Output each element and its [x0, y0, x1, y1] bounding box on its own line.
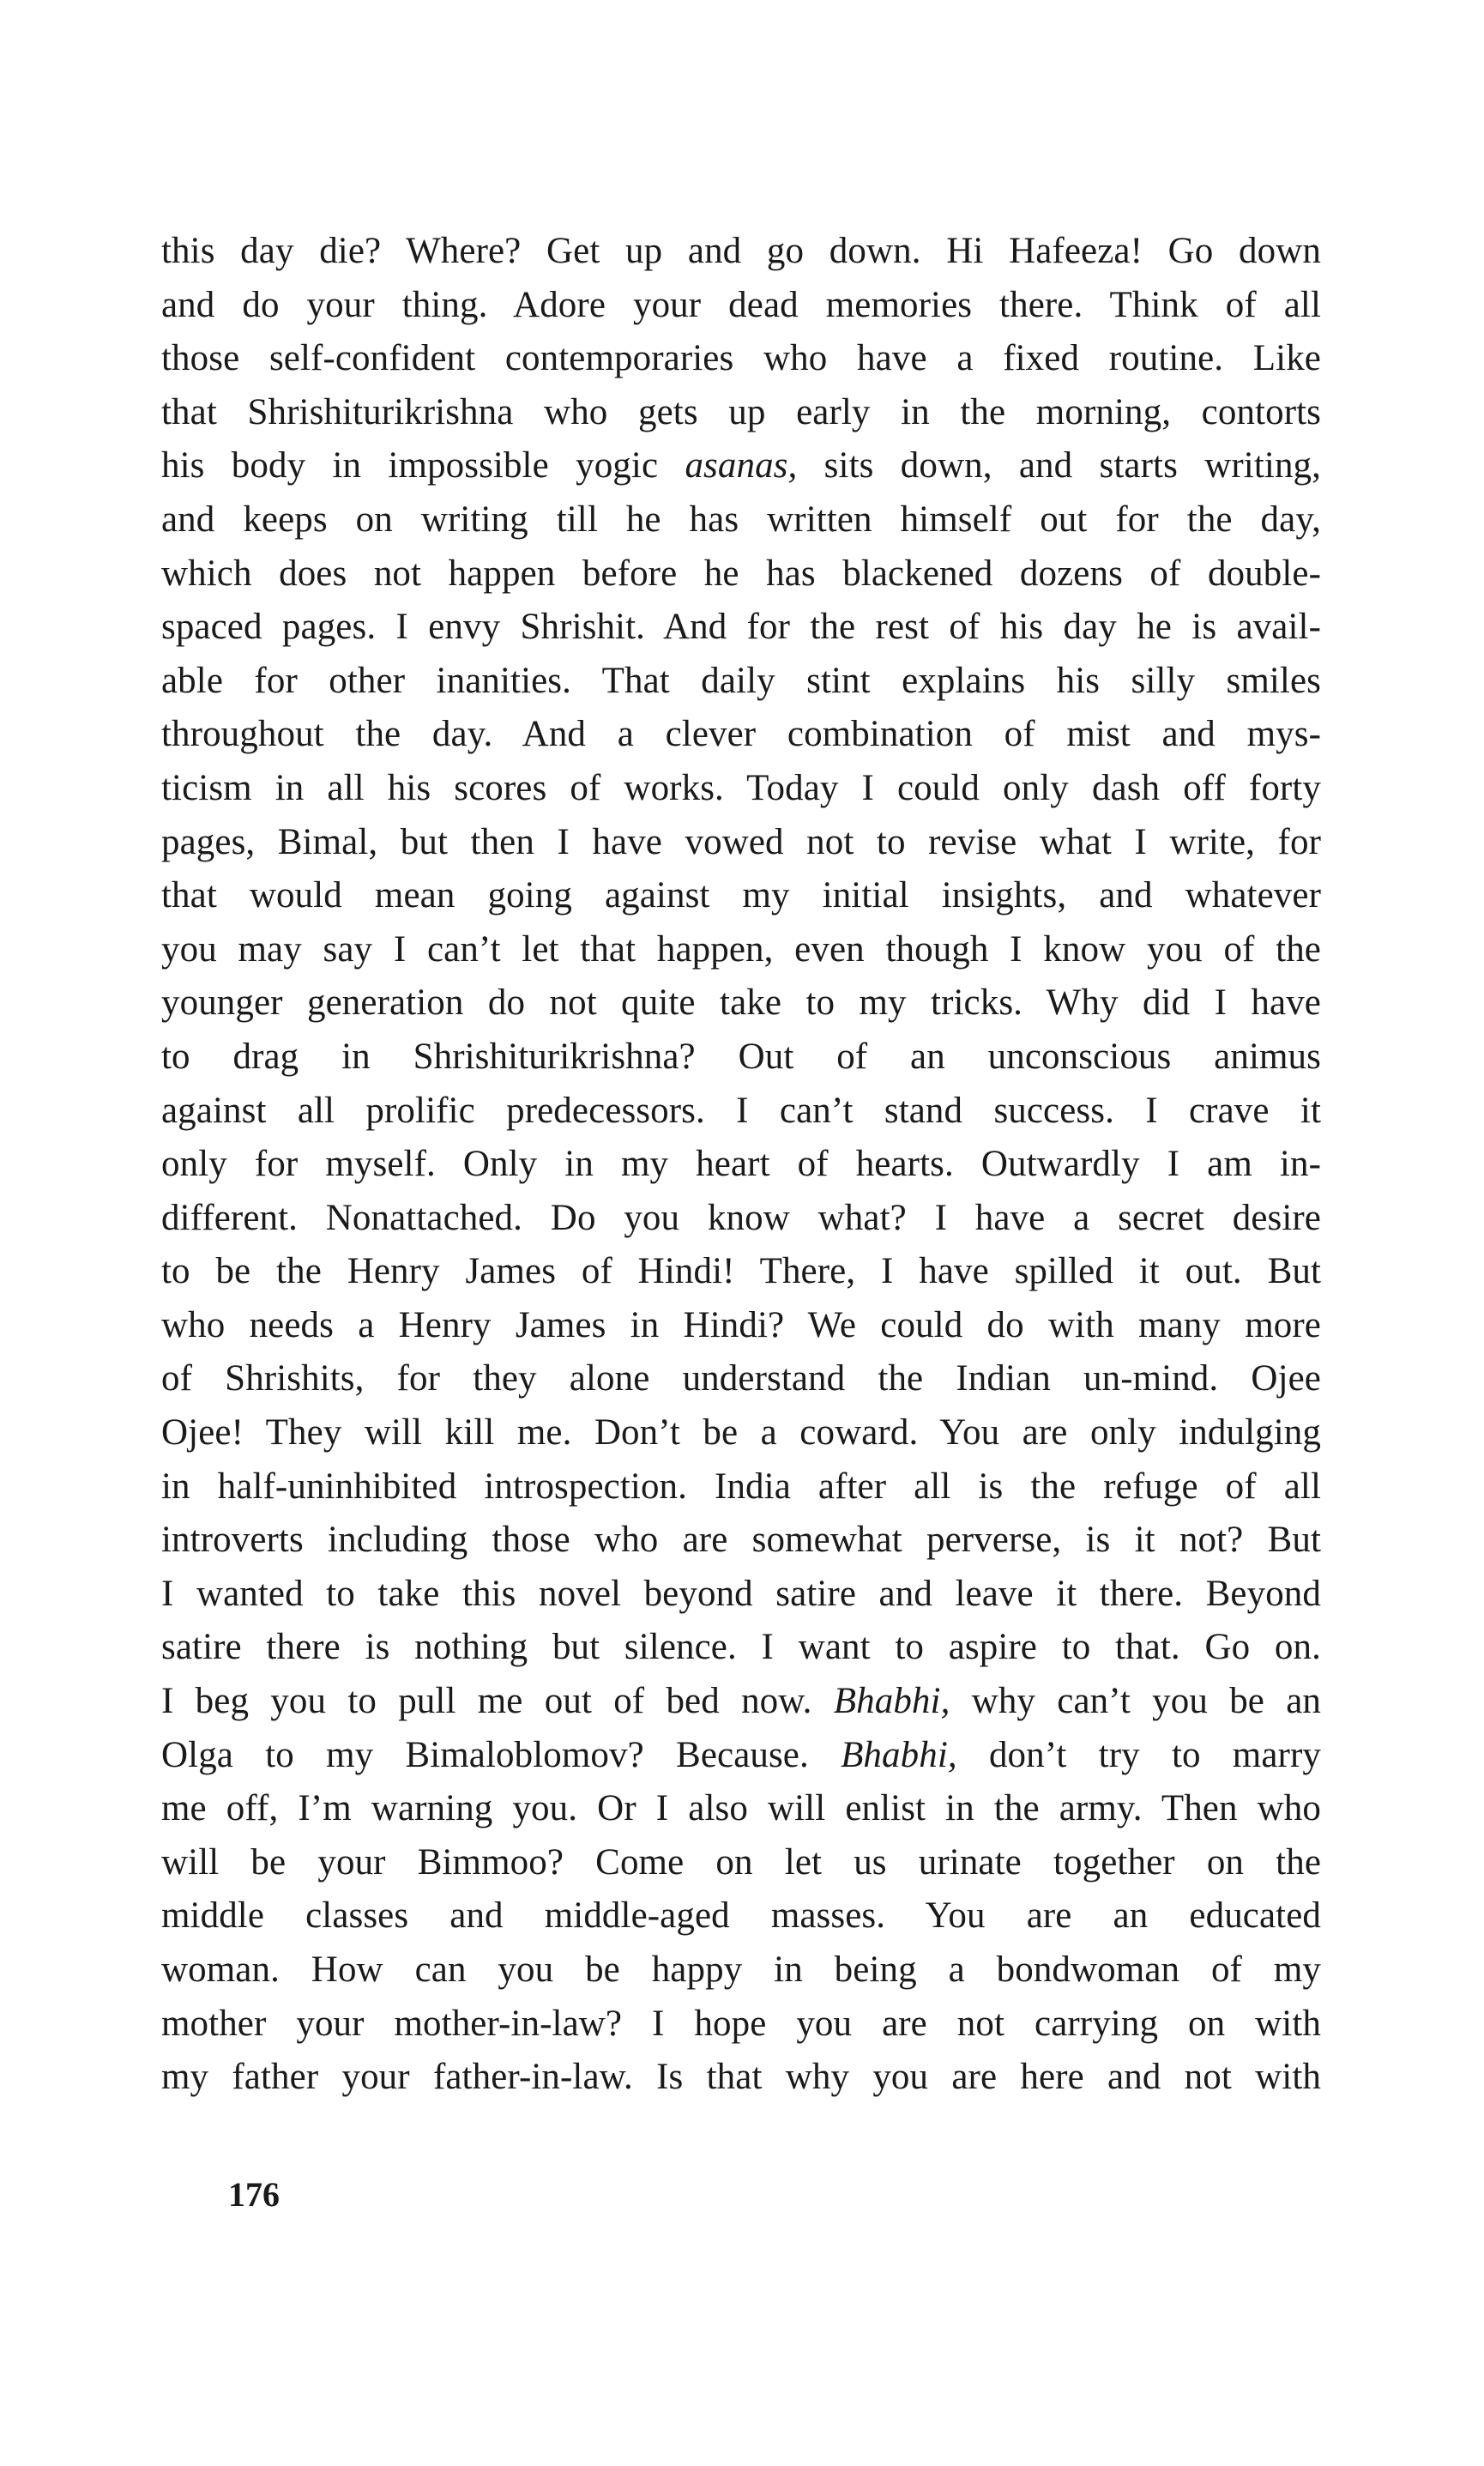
text-segment: in half-uninhibited introspection. India after all is the refuge of all — [161, 1466, 1321, 1507]
text-line — [161, 493, 1321, 547]
text-line — [161, 1138, 1321, 1192]
text-line — [161, 1299, 1321, 1353]
text-line — [161, 869, 1321, 923]
text-segment: will be your Bimmoo? Come on let us urinate together on the — [161, 1841, 1321, 1883]
text-line — [161, 1352, 1321, 1406]
text-line — [161, 1729, 1321, 1783]
text-segment: able for other inanities. That daily stint explains his silly smiles — [161, 660, 1321, 701]
text-line — [161, 1836, 1321, 1890]
body-text — [161, 225, 1321, 2105]
italic-term: asanas, — [685, 445, 798, 487]
text-segment: I wanted to take this novel beyond satire and leave it there. Beyond — [161, 1573, 1321, 1614]
text-segment: I beg you to pull me out of bed now. — [161, 1681, 834, 1722]
text-line — [161, 1514, 1321, 1568]
text-line — [161, 1031, 1321, 1085]
text-segment: who needs a Henry James in Hindi? We could do with many more — [161, 1304, 1321, 1345]
text-segment: me off, I’m warning you. Or I also will enlist in the army. Then who — [161, 1788, 1321, 1829]
text-segment: throughout the day. And a clever combination of mist and mys- — [161, 714, 1321, 755]
text-line — [161, 547, 1321, 601]
italic-term: Bhabhi, — [833, 1681, 950, 1722]
text-segment: this day die? Where? Get up and go down. Hi Hafeeza! Go down — [161, 231, 1321, 271]
text-line — [161, 1568, 1321, 1622]
text-segment: woman. How can you be happy in being a bondwoman of my — [161, 1949, 1321, 1990]
text-segment: why can’t you be an — [950, 1681, 1322, 1722]
text-line — [161, 1621, 1321, 1675]
page-number: 176 — [228, 2175, 280, 2214]
text-segment: my father your father-in-law. Is that why you are here and not with — [161, 2057, 1321, 2098]
text-segment: that Shrishiturikrishna who gets up early in the morning, contorts — [161, 391, 1321, 432]
text-line — [161, 1406, 1321, 1460]
text-segment: against all prolific predecessors. I can’t stand success. I crave it — [161, 1090, 1321, 1131]
text-line — [161, 816, 1321, 870]
text-line — [161, 1675, 1321, 1729]
text-segment: and do your thing. Adore your dead memories there. Think of all — [161, 284, 1321, 325]
text-segment: those self-confident contemporaries who have a fixed routine. Like — [161, 338, 1321, 379]
text-segment: sits down, and starts writing, — [797, 445, 1321, 487]
text-line — [161, 1085, 1321, 1139]
text-segment: Ojee! They will kill me. Don’t be a coward. You are only indulging — [161, 1412, 1321, 1454]
text-segment: to drag in Shrishiturikrishna? Out of an unconscious animus — [161, 1036, 1321, 1077]
text-line — [161, 1943, 1321, 1998]
text-line — [161, 655, 1321, 709]
text-segment: and keeps on writing till he has written himself out for the day, — [161, 499, 1321, 540]
text-segment: introverts including those who are somewhat perverse, is it not? But — [161, 1520, 1321, 1561]
text-line — [161, 2051, 1321, 2105]
text-line — [161, 279, 1321, 333]
text-line — [161, 601, 1321, 655]
text-segment: different. Nonattached. Do you know what? I have a secret desire — [161, 1197, 1321, 1238]
text-line — [161, 1889, 1321, 1943]
text-segment: that would mean going against my initial insights, and whatever — [161, 875, 1321, 916]
text-segment: don’t try to marry — [956, 1734, 1321, 1775]
text-segment: only for myself. Only in my heart of hearts. Outwardly I am in- — [161, 1144, 1321, 1185]
text-segment: mother your mother-in-law? I hope you are not carrying on with — [161, 2003, 1321, 2044]
text-segment: younger generation do not quite take to my tricks. Why did I have — [161, 982, 1321, 1024]
text-line — [161, 923, 1321, 977]
text-segment: Olga to my Bimaloblomov? Because. — [161, 1734, 842, 1775]
text-line — [161, 386, 1321, 440]
text-line — [161, 1460, 1321, 1514]
text-segment: of Shrishits, for they alone understand the Indian un-mind. Ojee — [161, 1358, 1321, 1399]
text-segment: satire there is nothing but silence. I want to aspire to that. Go on. — [161, 1627, 1321, 1668]
text-line — [161, 332, 1321, 386]
text-segment: middle classes and middle-aged masses. You are an educated — [161, 1895, 1321, 1937]
text-line — [161, 1998, 1321, 2052]
text-line — [161, 225, 1321, 279]
text-line — [161, 762, 1321, 816]
text-segment: spaced pages. I envy Shrishit. And for the rest of his day he is avail- — [161, 607, 1321, 648]
text-segment: his body in impossible yogic — [161, 445, 685, 487]
text-line — [161, 976, 1321, 1031]
text-segment: ticism in all his scores of works. Today I could only dash off forty — [161, 767, 1321, 808]
text-line — [161, 1245, 1321, 1299]
italic-term: Bhabhi, — [841, 1734, 957, 1775]
text-segment: to be the Henry James of Hindi! There, I have spilled it out. But — [161, 1251, 1321, 1292]
text-segment: pages, Bimal, but then I have vowed not to revise what I write, for — [161, 821, 1321, 862]
text-segment: you may say I can’t let that happen, even though I know you of the — [161, 928, 1321, 970]
text-line — [161, 1782, 1321, 1836]
text-line — [161, 1192, 1321, 1246]
text-line — [161, 708, 1321, 762]
text-segment: which does not happen before he has blackened dozens of double- — [161, 553, 1321, 594]
text-line — [161, 439, 1321, 493]
